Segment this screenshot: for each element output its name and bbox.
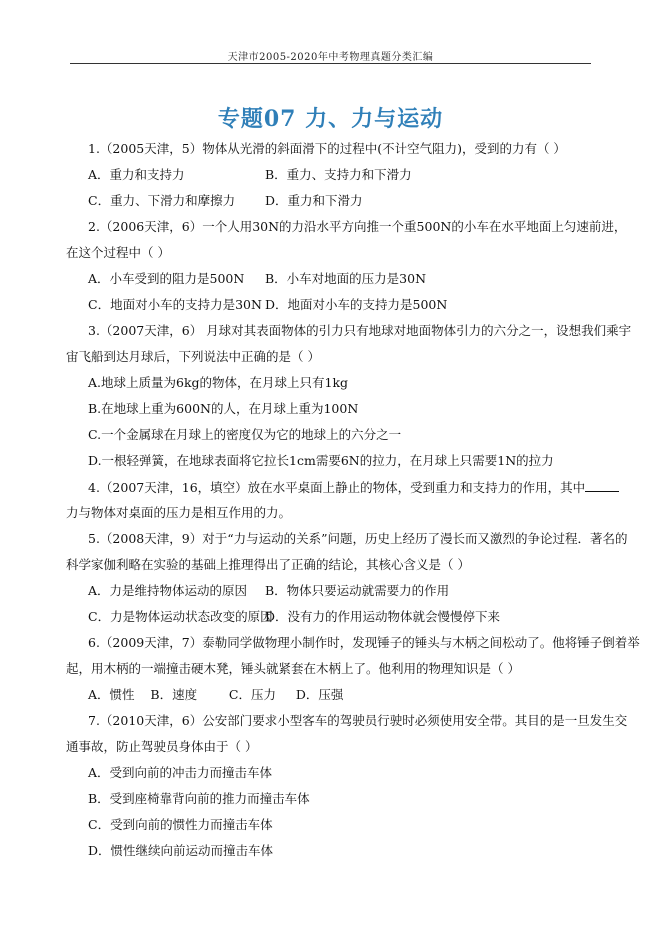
q1-stem: 1.（2005天津，5）物体从光滑的斜面滑下的过程中(不计空气阻力)，受到的力有（ ） [88,141,566,156]
q2-option-d: D．地面对小车的支持力是500N [265,297,448,312]
q7-stem-line1: 7.（2010天津，6）公安部门要求小型客车的驾驶员行驶时必须使用安全带。其目的是一旦发生交 [88,713,628,728]
q2-option-c: C．地面对小车的支持力是30N [88,297,262,312]
q1-option-b: B．重力、支持力和下滑力 [265,167,412,182]
q7-option-a: A．受到向前的冲击力而撞击车体 [88,765,273,780]
q6-stem-line1: 6.（2009天津，7）泰勒同学做物理小制作时，发现锤子的锤头与木柄之间松动了。他将锤子倒着举 [88,635,640,650]
q5-stem-line2: 科学家伽利略在实验的基础上推理得出了正确的结论，其核心含义是（ ） [66,557,470,572]
q3-stem-line2: 宙飞船到达月球后，下列说法中正确的是（ ） [66,349,320,364]
q3-option-d: D.一根轻弹簧，在地球表面将它拉长1cm需要6N的拉力，在月球上只需要1N的拉力 [88,453,554,468]
q5-option-a: A．力是维持物体运动的原因 [88,583,248,598]
q3-stem-line1: 3.（2007天津，6） 月球对其表面物体的引力只有地球对地面物体引力的六分之一，设想我们乘宇 [88,323,632,338]
q4-stem-line2: 力与物体对桌面的压力是相互作用的力。 [66,505,292,520]
q2-option-a: A．小车受到的阻力是500N [88,271,245,286]
q4-stem-text: 4.（2007天津，16，填空）放在水平桌面上静止的物体，受到重力和支持力的作用，其中 [88,480,586,495]
q2-stem-line1: 2.（2006天津，6）一个人用30N的力沿水平方向推一个重500N的小车在水平地面上匀速前进， [88,219,627,234]
q4-answer-blank[interactable] [585,479,619,492]
q7-option-c: C．受到向前的惯性力而撞击车体 [88,817,273,832]
q7-option-d: D．惯性继续向前运动而撞击车体 [88,843,274,858]
q2-option-b: B．小车对地面的压力是30N [265,271,427,286]
q3-option-b: B.在地球上重为600N的人，在月球上重为100N [88,401,359,416]
page-header: 天津市2005-2020年中考物理真题分类汇编 [227,52,434,63]
q3-option-a: A.地球上质量为6kg的物体，在月球上只有1kg [88,375,349,390]
q3-option-c: C.一个金属球在月球上的密度仅为它的地球上的六分之一 [88,427,402,442]
q1-option-a: A．重力和支持力 [88,167,185,182]
page-title: 专题07 力、力与运动 [217,106,444,132]
q6-options: A．惯性 B．速度 C．压力 D．压强 [88,687,344,702]
q1-option-c: C．重力、下滑力和摩擦力 [88,193,236,208]
q5-stem-line1: 5.（2008天津，9）对于“力与运动的关系”问题，历史上经历了漫长而又激烈的争论过程．著名的 [88,531,628,546]
q5-option-d: D．没有力的作用运动物体就会慢慢停下来 [265,609,501,624]
q5-option-c: C．力是物体运动状态改变的原因 [88,609,273,624]
q6-stem-line2: 起，用木柄的一端撞击硬木凳，锤头就紧套在木柄上了。他利用的物理知识是（ ） [66,661,520,676]
q1-option-d: D．重力和下滑力 [265,193,363,208]
q7-stem-line2: 通事故，防止驾驶员身体由于（ ） [66,739,258,754]
q7-option-b: B．受到座椅靠背向前的推力而撞击车体 [88,791,310,806]
q5-option-b: B．物体只要运动就需要力的作用 [265,583,450,598]
q4-stem-line1 [88,479,619,496]
q2-stem-line2: 在这个过程中（ ） [66,245,170,260]
